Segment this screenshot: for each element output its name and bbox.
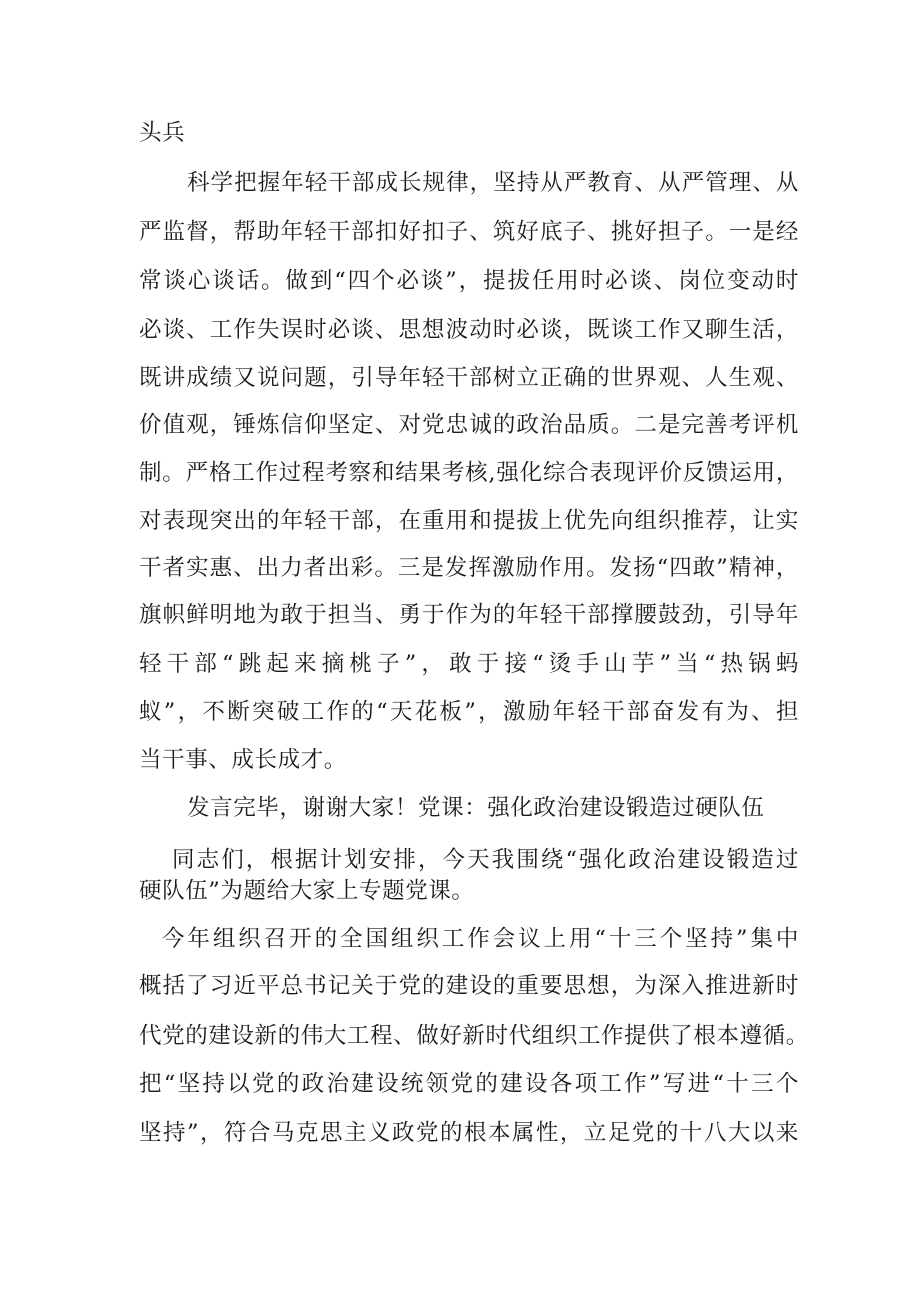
paragraph-line: 必谈、工作失误时必谈、思想波动时必谈，既谈工作又聊生活， <box>139 317 799 343</box>
body-line: 今年组织召开的全国组织工作会议上用“十三个坚持”集中 <box>162 926 799 952</box>
intro-line: 硬队伍”为题给大家上专题党课。 <box>139 878 475 904</box>
paragraph-line: 对表现突出的年轻干部，在重用和提拔上优先向组织推荐，让实 <box>139 508 799 534</box>
paragraph-line: 制。严格工作过程考察和结果考核,强化综合表现评价反馈运用， <box>139 460 799 486</box>
paragraph-line: 旗帜鲜明地为敢于担当、勇于作为的年轻干部撑腰鼓劲，引导年 <box>139 602 799 628</box>
paragraph-line: 科学把握年轻干部成长规律，坚持从严教育、从严管理、从 <box>187 170 799 196</box>
paragraph-line: 干者实惠、出力者出彩。三是发挥激励作用。发扬“四敢”精神， <box>139 555 799 581</box>
paragraph-line: 当干事、成长成才。 <box>139 747 347 773</box>
closing-and-title-line: 发言完毕，谢谢大家！党课：强化政治建设锻造过硬队伍 <box>187 795 765 821</box>
body-line: 坚持”，符合马克思主义政党的根本属性，立足党的十八大以来 <box>139 1120 799 1146</box>
body-line: 概括了习近平总书记关于党的建设的重要思想，为深入推进新时 <box>139 973 799 999</box>
paragraph-line: 价值观，锤炼信仰坚定、对党忠诚的政治品质。二是完善考评机 <box>139 412 799 438</box>
fragment-line: 头兵 <box>139 120 186 146</box>
intro-line: 同志们，根据计划安排，今天我围绕“强化政治建设锻造过 <box>172 847 799 873</box>
body-line: 代党的建设新的伟大工程、做好新时代组织工作提供了根本遵循。 <box>139 1023 809 1049</box>
paragraph-line: 蚁”，不断突破工作的“天花板”，激励年轻干部奋发有为、担 <box>139 699 799 725</box>
paragraph-line: 轻干部“跳起来摘桃子”，敢于接“烫手山芋”当“热锅蚂 <box>139 651 799 677</box>
paragraph-line: 常谈心谈话。做到“四个必谈”，提拔任用时必谈、岗位变动时 <box>139 268 799 294</box>
paragraph-line: 既讲成绩又说问题，引导年轻干部树立正确的世界观、人生观、 <box>139 365 799 391</box>
paragraph-line: 严监督，帮助年轻干部扣好扣子、筑好底子、挑好担子。一是经 <box>139 219 799 245</box>
body-line: 把“坚持以党的政治建设统领党的建设各项工作”写进“十三个 <box>139 1071 799 1097</box>
